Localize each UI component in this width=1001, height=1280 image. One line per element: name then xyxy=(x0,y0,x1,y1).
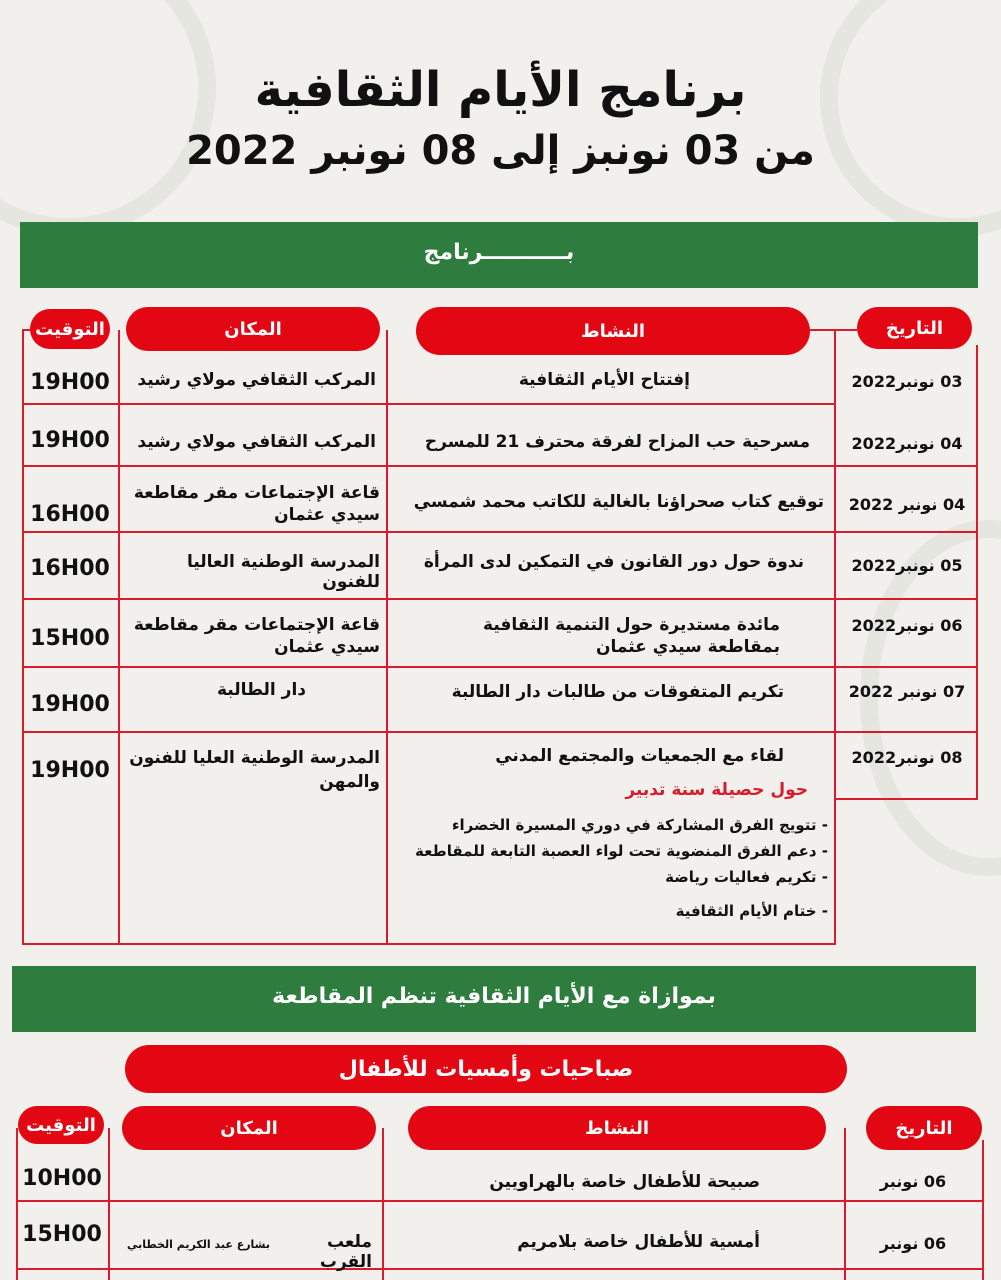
table-row-date: 07 نونبر 2022 xyxy=(848,682,966,701)
kids-banner-label: صباحيات وأمسيات للأطفال xyxy=(338,1056,634,1082)
background-ornament xyxy=(820,0,1001,236)
table1-row-line xyxy=(22,531,977,533)
table1-col-divider xyxy=(118,330,120,944)
header-date-pill xyxy=(866,1106,982,1150)
table-row-place-detail: بشارع عبد الكريم الخطابي xyxy=(127,1238,270,1251)
table-row-place: المركب الثقافي مولاي رشيد xyxy=(137,432,376,452)
header-activity-pill xyxy=(408,1106,826,1150)
table-row-activity: تكريم المتفوقات من طالبات دار الطالبة xyxy=(451,682,784,702)
table2-col-divider xyxy=(108,1128,110,1280)
table-row-date: 06 نونبر xyxy=(879,1234,947,1253)
table-row-activity: مائدة مستديرة حول التنمية الثقافية بمقاطعة سيدي عثمان xyxy=(483,615,780,657)
table2-col-divider xyxy=(844,1128,846,1280)
table-row-time: 16H00 xyxy=(30,502,110,527)
table1-row-line xyxy=(22,403,836,405)
table-row-place: قاعة الإجتماعات مقر مقاطعة سيدي عثمان xyxy=(133,483,380,525)
table-row-activity: ندوة حول دور القانون في التمكين لدى المرأة xyxy=(423,552,804,572)
table-row-date: 06 نونبر2022 xyxy=(851,616,963,635)
table-row-date: 04 نونبر 2022 xyxy=(848,495,966,514)
table-row-bullet: - تكريم فعاليات رياضة xyxy=(665,868,828,886)
table1-bottom-line xyxy=(22,943,836,945)
header-place-label: المكان xyxy=(220,1117,278,1139)
table-row-date: 08 نونبر2022 xyxy=(851,748,963,767)
header-activity-label: النشاط xyxy=(580,320,646,342)
header-activity-pill xyxy=(416,307,810,355)
table-row-place: المدرسة الوطنية العاليا للفنون xyxy=(186,552,380,592)
table-row-bullet: - دعم الفرق المنضوية تحت لواء العصبة التابعة للمقاطعة xyxy=(415,842,828,860)
table1-top-border xyxy=(810,329,857,331)
table-row-place: قاعة الإجتماعات مقر مقاطعة سيدي عثمان xyxy=(133,615,380,657)
table-row-activity: لقاء مع الجمعيات والمجتمع المدني xyxy=(495,746,784,766)
header-time-label: التوقيت xyxy=(26,1114,96,1136)
table1-top-border xyxy=(22,329,30,331)
table-row-date: 04 نونبر2022 xyxy=(851,434,963,453)
table1-row-line xyxy=(22,598,977,600)
table-row-place: ملعب القرب xyxy=(319,1232,372,1272)
table-row-bullet: - ختام الأيام الثقافية xyxy=(675,902,828,920)
header-time-pill xyxy=(30,309,110,349)
table1-row-line xyxy=(22,666,977,668)
table-row-date: 06 نونبر xyxy=(879,1172,947,1191)
table-row-activity: صبيحة للأطفال خاصة بالهراويين xyxy=(489,1172,760,1192)
background-ornament xyxy=(0,0,216,236)
table-row-time: 19H00 xyxy=(30,758,110,783)
table1-col-divider xyxy=(386,330,388,944)
table1-row-line xyxy=(22,731,977,733)
table-row-activity: أمسية للأطفال خاصة بلامريم xyxy=(517,1232,760,1252)
table-row-note: حول حصيلة سنة تدبير xyxy=(625,780,808,800)
table-row-activity: توقيع كتاب صحراؤنا بالغالية للكاتب محمد شمسي xyxy=(413,492,824,512)
page-title: برنامج الأيام الثقافية xyxy=(254,62,747,118)
table-row-activity: إفتتاح الأيام الثقافية xyxy=(518,370,690,390)
table-row-time: 16H00 xyxy=(30,556,110,581)
program-bar-label: بـــــــــــرنامج xyxy=(423,240,575,265)
table-row-time: 15H00 xyxy=(22,1222,102,1247)
header-place-pill xyxy=(122,1106,376,1150)
table-row-date: 05 نونبر2022 xyxy=(851,556,963,575)
table1-row-line xyxy=(22,465,977,467)
table-row-time: 10H00 xyxy=(22,1166,102,1191)
kids-banner xyxy=(125,1045,847,1093)
table-row-bullet: - تتويج الفرق المشاركة في دوري المسيرة الخضراء xyxy=(451,816,828,834)
table1-col-divider xyxy=(834,330,836,944)
header-place-pill xyxy=(126,307,380,351)
table-row-place: المدرسة الوطنية العليا للفنون والمهن xyxy=(129,748,380,792)
header-activity-label: النشاط xyxy=(584,1117,650,1139)
header-time-pill xyxy=(18,1106,104,1144)
table-row-time: 19H00 xyxy=(30,370,110,395)
header-place-label: المكان xyxy=(224,318,282,340)
header-date-label: التاريخ xyxy=(885,317,944,339)
table-row-activity: مسرحية حب المزاح لفرقة محترف 21 للمسرح xyxy=(424,432,810,452)
table-row-time: 19H00 xyxy=(30,692,110,717)
table2-row-line xyxy=(16,1268,984,1270)
table-row-date: 03 نونبر2022 xyxy=(851,372,963,391)
table-row-time: 15H00 xyxy=(30,626,110,651)
page-subtitle: من 03 نونبز إلى 08 نونبر 2022 xyxy=(186,128,815,174)
header-time-label: التوقيت xyxy=(35,318,105,340)
table2-left-border xyxy=(16,1128,18,1280)
table-row-place: دار الطالبة xyxy=(216,680,306,700)
table2-col-divider xyxy=(382,1128,384,1280)
table1-row-line xyxy=(836,798,978,800)
parallel-bar-label: بموازاة مع الأيام الثقافية تنظم المقاطعة xyxy=(272,984,716,1009)
table2-right-border xyxy=(982,1140,984,1280)
table-row-time: 19H00 xyxy=(30,428,110,453)
header-date-label: التاريخ xyxy=(895,1117,953,1139)
header-date-pill xyxy=(857,307,972,349)
table2-row-line xyxy=(16,1200,984,1202)
table-row-place: المركب الثقافي مولاي رشيد xyxy=(137,370,376,390)
